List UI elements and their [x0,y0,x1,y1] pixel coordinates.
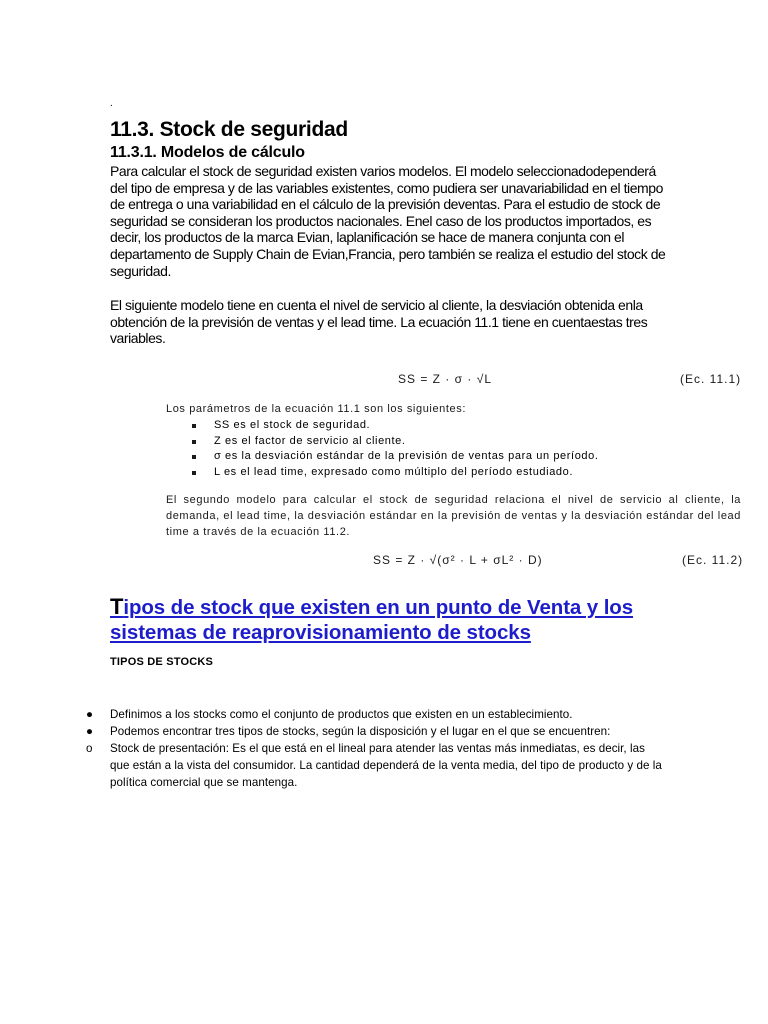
heading-first-letter: T [110,594,124,619]
intro-paragraph: Para calcular el stock de seguridad existen varios modelos. El modelo seleccionadodependerá del tipo de empresa y de las variables existentes, como pudiera ser unavariabilidad en el tiempo de entrega o una variabilidad en el cálculo de la previsión deventas. Para el estudio de stock de seguridad se consideran los productos nacionales. Enel caso de los productos importados, es decir, los productos de la marca Evian, laplanificación se hace de manera conjunta con el departamento de Supply Chain de Evian,Francia, pero también se realiza el estudio del stock de seguridad. [110,163,666,279]
list-item: ● Definimos a los stocks como el conjunto de productos que existen en un establecimiento. [86,708,573,721]
model-paragraph: El siguiente modelo tiene en cuenta el nivel de servicio al cliente, la desviación obtenida enla obtención de la previsión de ventas y el lead time. La ecuación 11.1 tiene en cuentaestas tres variables. [110,297,648,347]
subsection-title: 11.3.1. Modelos de cálculo [110,144,305,161]
square-bullet-icon [192,440,196,444]
bullet-circle-icon: o [86,742,93,755]
section-title: 11.3. Stock de seguridad [110,118,348,141]
equation-11-1-ref: (Ec. 11.1) [680,372,742,386]
heading-link-text[interactable]: ipos de stock que existen en un punto de Venta y los sistemas de reaprovisionamiento de stocks [110,596,634,644]
params-intro: Los parámetros de la ecuación 11.1 son los siguientes: [166,403,467,415]
param-item: Z es el factor de servicio al cliente. [190,434,599,450]
list-item: o Stock de presentación: Es el que está en el lineal para atender las ventas más inmediatas, es decir, las que están a la vista del consumidor. La cantidad dependerá de la venta media, del tipo de producto y de la política comercial que se mantenga. [86,742,662,789]
second-model-paragraph: El segundo modelo para calcular el stock de seguridad relaciona el nivel de servicio al cliente, la demanda, el lead time, la desviación estándar en la previsión de ventas y la desviación estándar del lead time a través de la ecuación 11.2. [166,494,741,538]
square-bullet-icon [192,471,196,475]
stock-types-link-heading[interactable] [110,594,670,645]
param-item: σ es la desviación estándar de la previsión de ventas para un período. [190,449,599,465]
square-bullet-icon [192,424,196,428]
equation-11-2: SS = Z · √(σ² · L + σL² · D) [373,553,543,567]
param-item: SS es el stock de seguridad. [190,418,599,434]
equation-11-2-ref: (Ec. 11.2) [682,553,744,567]
bullet-dot-icon: ● [86,725,94,738]
bullet-dot-icon: ● [86,708,94,721]
square-bullet-icon [192,455,196,459]
params-list [190,418,599,480]
param-item: L es el lead time, expresado como múltiplo del período estudiado. [190,465,599,481]
list-item: ● Podemos encontrar tres tipos de stocks, según la disposición y el lugar en el que se encuentren: [86,725,611,738]
section-label: TIPOS DE STOCKS [110,656,214,668]
bullet-list [82,706,662,791]
stray-dot: . [110,98,113,109]
equation-11-1: SS = Z · σ · √L [398,372,493,386]
